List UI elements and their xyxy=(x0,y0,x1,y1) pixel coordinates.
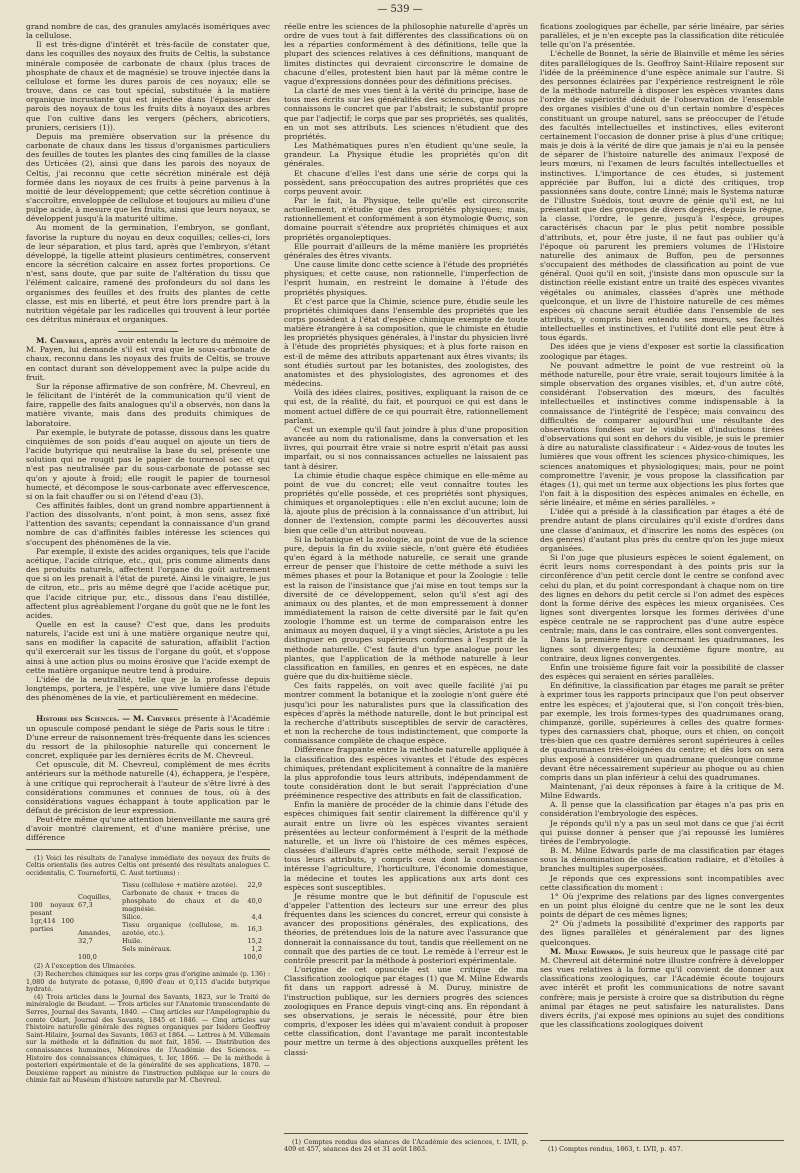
footnote: (2) A l'exception des Ulmacées. xyxy=(34,962,136,971)
paragraph: Je réponds que ces expressions sont incompatibles avec cette classification du moment : xyxy=(540,873,784,892)
table-group: Coquilles, 67,3 xyxy=(78,893,112,910)
table-cell: Tissu (cellulose + matière azotée). xyxy=(122,881,238,890)
paragraph: Des idées que je viens d'exposer est sortie la classification zoologique par étages. xyxy=(540,342,784,361)
paragraph: fications zoologiques par échelle, par série linéaire, par séries parallèles, et je n'en excepte pas la classification dite réticulée telle qu'on l'a présentée. xyxy=(540,22,784,50)
footnote: (1) Comptes rendus, 1863, t. LVII, p. 457. xyxy=(548,1145,683,1154)
paragraph: L'échelle de Bonnet, la série de Blainville et même les séries dites parallélogiques de Is. Geoffroy Saint-Hilaire reposent sur l'idée de la prééminence d'une espèce animale sur l'autre. Si des personnes éclairées par l'expérience restreignent le rôle de la méthode naturelle à disposer les espèces vivantes dans l'ordre de supériorité déduit de l'observation de l'ensemble des organes visibles d'une ou d'un certain nombre d'espèces constituant un groupe naturel, sans se préoccuper de l'étude des facultés intellectuelles et instinctives, elles eviteront certainement l'occasion de donner prise à plus d'une critique; mais je dois à la vérité de dire que jamais je n'ai eu la pensée de séparer de l'histoire naturelle des animaux l'exposé de leurs mœurs, ni l'examen de leurs facultés intellectuelles et instinctives. L'importance de ces études, si justement appréciée par Buffon, lui a dicté des critiques, trop passionnées sans doute, contre Linné; mais le Systema naturæ de l'illustre Suédois, tout œuvre de génie qu'il est, ne lui présentait que des groupes de divers degrés, depuis le règne, la classe, l'ordre, le genre, jusqu'à l'espèce, groupes caractérisés chacun par le plus petit nombre possible d'attributs, et, pour être juste, il ne faut pas oublier qu'à l'époque où parurent les premiers volumes de l'Histoire naturelle des animaux de Buffon, peu de personnes s'occupaient des méthodes de classification au point de vue général. Quoi qu'il en soit, j'insiste dans mon opuscule sur la distinction réelle existant entre un traité des espèces vivantes végétales ou animales, classées d'après une méthode quelconque, et un livre de l'histoire naturelle de ces mêmes espèces où chacune serait étudiée dans l'ensemble de ses attributs, y compris bien entendu ses mœurs, ses facultés intellectuelles et instinctives, et l'utilité dont elle peut être à tous égards. xyxy=(540,49,784,343)
footnotes xyxy=(540,1134,784,1154)
paragraph: 2° Où j'admets la possibilité d'exprimer des rapports par des lignes parallèles et généralement par des lignes quelconques. xyxy=(540,919,784,947)
table-label: 100 noyaux pesant 1gr,414 100 parties xyxy=(30,901,74,934)
paragraph: Ne pouvant admettre le point de vue restreint où la méthode naturelle, pour être vraie, serait toujours limitée à la simple observation des organes visibles, et, d'un autre côté, considérant l'observation des mœurs, des facultés intellectuelles et instinctives comme indispensable à la connaissance de l'intégrité de l'espèce; mais convaincu des difficultés de comparer aujourd'hui une résultante des observations fondées sur le visible et d'inductions tirées d'observations qui sont en dehors du visible, je suis le premier à dire au naturaliste classificateur : « Aidez-vous de toutes les lumières que vous offrent les sciences physico-chimiques, les sciences anatomiques et physiologiques; mais, pour ne point compromettre l'avenir, je vous propose la classification par étages (1), qui met un terme aux objections les plus fortes que l'on fait à la disposition des espèces animales en échelle, en série linéaire, et même en séries parallèles. » xyxy=(540,360,784,508)
paragraph: Maintenant, j'ai deux réponses à faire à la critique de M. Milne Edwards. xyxy=(540,781,784,801)
paragraph: Depuis ma première observation sur la présence du carbonate de chaux dans les tissus d'organismes particuliers des feuilles de toutes les plantes des cinq familles de la classe des Urticées (2), ainsi que dans les parois des noyaux de Celtis, j'ai reconnu que cette sécrétion minérale est déjà formée dans les noyaux de ces fruits à peine parvenus à la moitié de leur développement; que cette sécrétion continue à s'accroître, enveloppée de cellulose et toujours au milieu d'une pulpe acide, à mesure que les fruits, ainsi que leurs noyaux, se développent jusqu'à la maturité ultime. xyxy=(26,131,270,224)
divider xyxy=(118,709,178,710)
paragraph: Elle pourrait d'ailleurs de la même manière les propriétés générales des êtres vivants. xyxy=(284,241,528,260)
paragraph: Cet opuscule, dit M. Chevreul, complément de mes écrits antérieurs sur la méthode naturelle (4), échappera, je l'espère, à une critique qui reprocherait à l'auteur de s'être livré à des considérations communes et connues de tous, où à des considérations vagues échappant à toute application par le défaut de précision de leur expression. xyxy=(26,760,270,815)
paragraph: A. Il pense que la classification par étages n'a pas pris en considération l'embryologie des espèces. xyxy=(540,800,784,819)
paragraph: Si la botanique et la zoologie, au point de vue de la science pure, depuis la fin du xviiie siècle, n'ont guère été étudiées qu'en égard à la méthode naturelle, ce serait une grande erreur de penser que l'histoire de cette méthode a suivi les mêmes phases et pour la Botanique et pour la Zoologie : telle est la raison de l'insistance que j'ai mise en tout temps sur la diversité de ce développement, selon qu'il s'est agi des animaux ou des plantes, et de mon empressement à donner immédiatement la raison de cette diversité par le fait qu'en zoologie l'homme est un terme de comparaison entre les animaux au moyen duquel, il y a vingt siècles, Aristote a pu les distinguer en groupes supérieurs conformes à l'esprit de la méthode naturelle. C'est faute d'un type analogue pour les plantes, que l'application de la méthode naturelle à leur classification en familles, en genres et en espèces, ne date guère que du dix-huitième siècle. xyxy=(284,534,528,682)
paragraph: Et chacune d'elles l'est dans une série de corps qui la possèdent, sans préoccupation des autres propriétés que ces corps peuvent avoir. xyxy=(284,168,528,196)
table-value: 16,3 xyxy=(247,925,262,934)
paragraph-text: après avoir entendu la lecture du mémoire de M. Payen, lui demande s'il est vrai que le sous-carbonate de chaux, reconnu dans les noyaux des fruits de Celtis, se trouve en contact durant son développement avec la pulpe acide du fruit. xyxy=(26,336,270,382)
table-cell: Carbonate de chaux + traces de phosphate de chaux et de magnésie. xyxy=(122,889,240,914)
paragraph: 1° Où j'exprime des relations par des lignes convergentes en un point plus éloigné du centre que ne le sont les deux points de départ de ces mêmes lignes; xyxy=(540,891,784,920)
footnote: (1) Comptes rendus des séances de l'Académie des sciences, t. LVII, p. 409 et 457, séances des 24 et 31 août 1863. xyxy=(284,1137,528,1154)
paragraph: Enfin la manière de procéder de la chimie dans l'étude des espèces chimiques fait sentir clairement la différence qu'il y aurait entre un livre où les espèces vivantes seraient présentées au lecteur conformément à l'esprit de la méthode naturelle, et un livre où l'histoire de ces mêmes espèces, classées d'ailleurs d'après cette méthode, serait l'exposé de tous leurs attributs, y compris ceux dont la connaissance intéresse l'agriculture, l'horticulture, l'économie domestique, la médecine et toutes les applications aux arts dont ces espèces sont susceptibles. xyxy=(284,800,528,892)
table-value: 40,0 xyxy=(247,897,262,906)
table-total: 100,0 xyxy=(243,953,262,962)
paragraph xyxy=(26,714,270,760)
paragraph: Quelle en est la cause? C'est que, dans les produits naturels, l'acide est uni à une matière organique neutre qui, sans en modifier la capacité de saturation, affaiblit l'action qu'il exercerait sur les tissus de l'organe du goût, et s'oppose ainsi à une action plus ou moins érosive que l'acide exempt de cette matière organique neutre tend à produire. xyxy=(26,620,270,675)
footnote: (4) Trois articles dans le Journal des Savants, 1823, sur le Traité de minéralogie de Beudant. — Trois articles sur l'Anatomie transcendante de Serres, Journal des Savants, 1840. — Cinq articles sur l'Ampélographie du comte Odart, Journal des Savants, 1845 et 1846. — Cinq articles sur l'histoire naturelle générale des règnes organiques par Isidore Geoffroy Saint-Hilaire, Journal des Savants, 1863 et 1864. — Lettres à M. Villemain sur la méthode et la définition du mot fait, 1856. — Distribution des connaissances humaines, Mémoires de l'Académie des Sciences. — Histoire des connaissances chimiques, t. Ier, 1866. — De la méthode à posteriori expérimentale et de la généralité de ses applications, 1870. — Deuxième rapport au ministre de l'instruction publique sur le cours de chimie fait au Muséum d'histoire naturelle par M. Chevreul. xyxy=(26,992,270,1085)
page-number: — 539 — xyxy=(377,4,423,15)
paragraph-text: présente à l'Académie un opuscule composé pendant le siége de Paris sous le titre : D'une erreur de raisonnement très-fréquente dans les sciences du ressort de la philosophie naturelle qui concernent le concret, expliquée par les dernières écrits de M. Chevreul. xyxy=(26,714,270,761)
paragraph: Si l'on juge que plusieurs espèces le soient également, on écrit leurs noms correspondant à des points pris sur la circonférence d'un petit cercle dont le centre se confond avec celui du plan, et du point correspondant à chaque nom on tire des lignes en dehors du petit cercle si l'on admet des espèces dont la forme dérive des espèces les mieux organisées. Ces lignes sont divergentes lorsque les formes dérivées d'une espèce centrale ne se rapprochent pas d'une autre espèce centrale; mais, dans le cas contraire, elles sont convergentes. xyxy=(540,553,784,636)
paragraph: Enfin une troisième figure fait voir la possibilité de classer des espèces qui seraient en séries parallèles. xyxy=(540,662,784,682)
paragraph: Différence frappante entre la méthode naturelle appliquée à la classification des espèces vivantes et l'étude des espèces chimiques, prétendant explicitement à connaître de la manière la plus approfondie tous leurs attributs, indépendamment de toute considération dont le but serait l'appréciation d'une prééminence respective des attributs en fait de classification. xyxy=(284,745,528,801)
table-cell: Huile. xyxy=(122,937,143,946)
paragraph: Peut-être même qu'une attention bienveillante me saura gré d'avoir montré clairement, et d'une manière précise, une différence xyxy=(26,815,270,843)
paragraph xyxy=(26,336,270,382)
table-value: 4,4 xyxy=(251,913,262,922)
table-cell: Tissu organique (cellulose, m. azotée, etc.). xyxy=(122,921,240,938)
paragraph: L'origine de cet opuscule est une critique de ma Classification zoologique par étages (1) que M. Milne Edwards fit dans un rapport adressé à M. Duruy, ministre de l'instruction publique, sur les derniers progrès des sciences zoologiques en France depuis vingt-cinq ans. En répondant à ses observations, je serais le nécessité, pour être bien compris, d'exposer les idées qui m'avaient conduit à proposer cette classification, dont l'avantage me paraît incontestable pour mettre un terme à des objections auxquelles prêtent les classi- xyxy=(284,965,528,1057)
footnotes xyxy=(26,855,270,1085)
paragraph: La chimie étudie chaque espèce chimique en elle-même au point de vue du concret; elle veut connaître toutes les propriétés qu'elle possède, et ces propriétés sont physiques, chimiques et organoleptiques : elle n'en exclut aucune; loin de là, ajoute plus de précision à la connaissance d'un attribut, lui donner de l'extension, compte parmi les découvertes aussi bien que celle d'un attribut nouveau. xyxy=(284,470,528,535)
paragraph: Les Mathématiques pures n'en étudient qu'une seule, la grandeur. La Physique étudie les propriétés qu'on dit générales. xyxy=(284,141,528,169)
table-value: 22,9 xyxy=(247,881,262,890)
table-total: 100,0 xyxy=(78,953,97,962)
paragraph: L'idée qui a présidé à la classification par étages a été de prendre autant de plans circulaires qu'il existe d'ordres dans une classe d'animaux, et d'inscrire les noms des espèces (ou des genres) d'autant plus près du centre qu'on les juge mieux organisées. xyxy=(540,507,784,553)
speaker-name: M. Chevreul, xyxy=(36,336,88,346)
paragraph-text: Je suis heureux que le passage cité par M. Chevreul ait déterminé notre illustre confrère à développer ses vues relatives à la forme qu'il convient de donner aux classifications zoologiques, car l'Académie écoute toujours avec intérêt et profit les communications de notre savant confrère; mais je persiste à croire que sa distribution du règne animal par étages ne peut satisfaire les naturalistes. Dans divers écrits, j'ai exposé mes opinions au sujet des conditions que les classifications zoologiques doivent xyxy=(540,946,784,1030)
column-1 xyxy=(26,22,270,1160)
divider xyxy=(118,331,178,332)
table-value: 15,2 xyxy=(247,937,262,946)
paragraph: L'idée de la neutralité, telle que je la professe depuis longtemps, portera, je l'espère, une vive lumière dans l'étude des phénomènes de la vie, et particulièrement en médecine. xyxy=(26,674,270,703)
table-group: Amandes, 32,7 xyxy=(78,929,111,946)
paragraph: La clarté de mes vues tient à la vérité du principe, base de tous mes écrits sur les généralités des sciences, que nous ne connaissons le concret que par l'abstrait; le substantif propre que par l'adjectif; le corps que par ses propriétés, ses qualités, en un mot ses attributs. Les sciences n'étudient que des propriétés. xyxy=(284,86,528,141)
paragraph: Je résume montre que le but définitif de l'opuscule est d'appeler l'attention des lecteurs sur une erreur des plus fréquentes dans les sciences du concret, erreur qui consiste à avancer des propositions générales, des explications, des théories, de prétendues lois de la nature avec l'assurance que donnerait la connaissance du tout, tandis que réellement on ne connaît que des parties de ce tout. Le remède à l'erreur est le contrôle prescrit par la méthode à posteriori expérimentale. xyxy=(284,891,528,965)
table-cell: Silice. xyxy=(122,913,143,922)
paragraph xyxy=(540,947,784,1029)
paragraph: Je réponds qu'il n'y a pas un seul mot dans ce que j'ai écrit qui puisse donner à penser que j'ai repoussé les lumières tirées de l'embryologie. xyxy=(540,818,784,846)
footnote: (3) Recherches chimiques sur les corps gras d'origine animale (p. 136) : 1,080 de butyrate de potasse, 0,890 d'eau et 0,115 d'acide butyrique hydraté. xyxy=(26,969,270,994)
paragraph: Ces affinités faibles, dont un grand nombre appartiennent à l'action des dissolvants, n'ont point, à mon sens, assez fixé l'attention des savants; cependant la connaissance d'un grand nombre de cas d'affinités faibles intéresse les sciences qui s'occupent des phénomènes de la vie. xyxy=(26,500,270,547)
paragraph: réelle entre les sciences de la philosophie naturelle d'après un ordre de vues tout à fait différentes des classifications où on les a réparties conformément à des définitions, telle que la plupart des sciences relatives à ces définitions, manquant de limites distinctes qui devraient circonscrire le domaine de chacune d'elles, protestent bien haut par là même contre le vague d'expressions données pour des définitions précises. xyxy=(284,22,528,86)
paragraph: B. M. Milne Edwards parle de ma classification par étages sous la dénomination de classification radiaire, et d'étoiles à branches multiples superposées. xyxy=(540,846,784,874)
paragraph: grand nombre de cas, des granules amylacés isomériques avec la cellulose. xyxy=(26,22,270,41)
footnote-rule xyxy=(540,1140,784,1141)
footnote-rule xyxy=(284,1133,528,1134)
paragraph: Par exemple, le butyrate de potasse, dissous dans les quatre cinquièmes de son poids d'eau auquel on ajoute un tiers de l'acide butyrique qui neutralise la base du sel, présente une solution qui ne rougit pas le papier de tournesol sec et qui n'est pas neutralisée par du sous-carbonate de potasse sec qu'on y ajoute à froid; elle rougit le papier de tournesol humecté, et décompose le sous-carbonate avec effervescence, si on la fait chauffer ou si on l'étend d'eau (3). xyxy=(26,427,270,501)
paragraph: En définitive, la classification par étages me paraît se prêter à exprimer tous les rapports principaux que l'on peut observer entre les espèces; et j'ajouterai que, si l'on conçoit très-bien, par exemple, les trois formes-types des quadrumanes orang, chimpanzé, gorille, supérieures à celles des quatre formes-types des carnassiers chat, phoque, ours et chien, on conçoit très-bien que ces quatre dernières seront supérieures à celles de quadrumanes très-éloignées du centre; et dès lors on sera plus exposé à considérer un quadrumane quelconque comme devant être nécessairement supérieur au phoque ou au chien compris dans un plan inférieur à celui des quadrumanes. xyxy=(540,681,784,782)
table-value: 1,2 xyxy=(251,945,262,954)
paragraph: Au moment de la germination, l'embryon, se gonflant, favorise la rupture du noyau en deux coquilles; celles-ci, lors de leur séparation, et plus tard, après que l'embryon, s'étant développé, la tigelle atteint plusieurs centimètres, conservent encore la sécrétion calcaire en assez fortes proportions. Ce n'est, sans doute, que par suite de l'altération du tissu que l'élément calcaire, ramené des profondeurs du sol dans les organismes des feuilles et des fruits des plantes de cette classe, est mis en liberté, et peut être lors prendre part à la nutrition végétale par les radicelles qui trouvent à leur portée ces détritus minéraux et organiques. xyxy=(26,223,270,324)
paragraph: Par exemple, il existe des acides organiques, tels que l'acide acétique, l'acide citrique, etc., qui, pris comme aliments dans des produits naturels, affectent l'organe du goût autrement que si on les prenait à l'état de pureté. Ainsi le vinaigre, le jus de citron, etc., pris au même degré que l'acide acétique pur, que l'acide citrique pur, etc., dissous dans l'eau distillée, affectent plus agréablement l'organe du goût que ne le font les acides. xyxy=(26,546,270,620)
paragraph: Dans la première figure concernant les quadrumanes, les lignes sont divergentes; la deuxième figure montre, au contraire, deux lignes convergentes. xyxy=(540,635,784,663)
paragraph: Ces faits rappelés, on voit avec quelle facilité j'ai pu montrer comment la botanique et la zoologie n'ont guère été jusqu'ici pour les naturalistes purs que la classification des espèces d'après la méthode naturelle, dont le but principal est la recherche d'attributs susceptibles de servir de caractères, et non la recherche de tous indistinctement, que comporte la connaissance complète de chaque espèce. xyxy=(284,681,528,746)
paragraph: Voilà des idées claires, positives, expliquant la raison de ce qui est, de la réalité, du fait, et pourquoi ce qui est dans le moment actuel diffère de ce qui pourrait être, rationnellement parlant. xyxy=(284,388,528,425)
footnote-rule xyxy=(26,849,270,850)
speaker-name: M. Milne Edwards. xyxy=(550,946,625,956)
section-heading: Histoire des Sciences. — M. Chevreul xyxy=(36,714,182,724)
column-2 xyxy=(284,22,528,1160)
paragraph: C'est un exemple qu'il faut joindre à plus d'une proposition avancée au nom du rationalisme, dans la conversation et les livres, qui pourrait être vraie si notre esprit n'était pas aussi imparfait, ou si nos connaissances actuelles ne laissaient pas tant à désirer. xyxy=(284,424,528,471)
paragraph: Et c'est parce que la Chimie, science pure, étudie seule les propriétés chimiques dans l'ensemble des propriétés que les corps possèdent à l'état d'espèce chimique exempte de toute matière étrangère à sa composition, que le chimiste en étudie les propriétés physiques générales, à l'instar du physicien livré à l'étude des propriétés physiques; et à plus forte raison en est-il de même des attributs appartenant aux êtres vivants; ils sont étudiés surtout par les botanistes, des zoologistes, des anatomistes et des physiologistes, des agronomes et des médecins. xyxy=(284,296,528,389)
table-cell: Sels minéraux. xyxy=(122,945,172,954)
paragraph: Une cause limite donc cette science à l'étude des propriétés physiques; et cette cause, non rationnelle, l'imperfection de l'esprit humain, en restreint le domaine à l'étude des propriétés physiques. xyxy=(284,260,528,297)
column-3 xyxy=(540,22,784,1160)
paragraph: Par le fait, la Physique, telle qu'elle est circonscrite actuellement, n'étudie que des propriétés physiques; mais, rationnellement et conformément à son étymologie Φυσις, son domaine pourrait s'étendre aux propriétés chimiques et aux propriétés organoleptiques. xyxy=(284,195,528,242)
footnotes xyxy=(284,1127,528,1154)
paragraph: Il est très-digne d'intérêt et très-facile de constater que, dans les coquilles des noyaux des fruits de Celtis, la substance minérale composée de carbonate de chaux (plus traces de phosphate de chaux et de magnésie) se trouve injectée dans la cellulose et forme les dures parois de ces noyaux; elle se trouve, dans ce cas tout spécial, substituée à la matière organique incrustante qui est injectée dans l'épaisseur des parois des noyaux de tous les fruits dits à noyaux des arbres que l'on cultive dans les vergers (pêchers, abricotiers, pruniers, cerisiers (1)). xyxy=(26,40,270,132)
paragraph: Sur la réponse affirmative de son confrère, M. Chevreul, en le félicitant de l'intérêt de la communication qu'il vient de faire, rappelle des faits analogues qu'il a observés, non dans la matière vivante, mais dans des produits chimiques de laboratoire. xyxy=(26,381,270,428)
footnote: (1) Voici les résultats de l'analyse immédiate des noyaux des fruits de Celtis orientalis (les autres Celtis ont présenté des résultats analogues C. occidentalis, C. Tournefortii, C. Aust tertiums) : xyxy=(26,853,270,877)
analysis-table xyxy=(28,881,264,961)
